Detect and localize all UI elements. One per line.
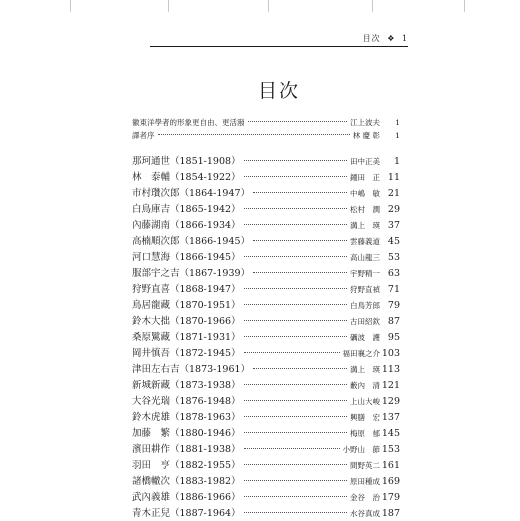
toc-list: [132, 153, 400, 521]
toc-entry-title: 河口慧海（1866-1945）: [132, 252, 241, 263]
toc-entry-title: 林 泰輔（1854-1922）: [132, 172, 241, 183]
toc-entry-page: 179: [381, 492, 400, 503]
dot-leader: [253, 368, 347, 369]
toc-row[interactable]: [132, 361, 400, 377]
toc-entry-author: 間野英二: [350, 461, 380, 470]
toc-row[interactable]: [132, 457, 400, 473]
dot-leader: [253, 240, 347, 241]
dot-leader: [244, 384, 347, 385]
toc-entry-author: 礪波 護: [350, 333, 380, 342]
toc-entry-author: 梅原 郁: [350, 429, 380, 438]
dot-leader: [244, 512, 347, 513]
toc-entry-author: 白鳥芳郎: [350, 301, 380, 310]
toc-row[interactable]: [132, 297, 400, 313]
toc-entry-author: 水谷真成: [350, 509, 380, 518]
toc-entry-author: 原田種成: [350, 477, 380, 486]
toc-entry-title: 譯者序: [132, 131, 155, 140]
dot-leader: [253, 272, 347, 273]
toc-entry-title: 青木正兒（1887-1964）: [132, 508, 241, 519]
toc-row[interactable]: [132, 169, 400, 185]
toc-entry-title: 服部宇之吉（1867-1939）: [132, 268, 251, 279]
toc-row[interactable]: [132, 153, 400, 169]
header-rule: [150, 46, 408, 47]
toc-entry-title: 鳥居龍藏（1870-1951）: [132, 300, 241, 311]
dot-leader: [244, 160, 347, 161]
toc-entry-page: 37: [387, 220, 400, 231]
toc-entry-author: 雲藤義道: [350, 237, 380, 246]
toc-entry-author: 小野山 節: [342, 445, 380, 454]
toc-entry-page: 1: [393, 156, 400, 167]
toc-entry-page: 145: [381, 428, 400, 439]
crop-marks: [0, 0, 520, 14]
toc-entry-author: 松村 潤: [350, 205, 380, 214]
toc-entry-title: 狩野直喜（1868-1947）: [132, 284, 241, 295]
toc-entry-page: 1: [395, 118, 400, 127]
toc-entry-page: 1: [395, 131, 400, 140]
toc-entry-author: 上山大峻: [350, 397, 380, 406]
toc-entry-author: 中嶋 敏: [350, 189, 380, 198]
toc-entry-title: 大谷光瑞（1876-1948）: [132, 396, 241, 407]
dot-leader: [244, 416, 347, 417]
toc-entry-author: 鐘田 正: [350, 173, 380, 182]
toc-row[interactable]: [132, 409, 400, 425]
dot-leader: [244, 496, 347, 497]
toc-entry-page: 45: [387, 236, 400, 247]
toc-entry-page: 63: [387, 268, 400, 279]
toc-row[interactable]: [132, 117, 400, 130]
toc-entry-page: 153: [381, 444, 400, 455]
dot-leader: [244, 336, 347, 337]
toc-row[interactable]: [132, 217, 400, 233]
dot-leader: [244, 224, 347, 225]
toc-entry-title: 徽東洋學者的形象更自由、更活潑: [132, 118, 245, 127]
toc-entry-author: 宇野精一: [350, 269, 380, 278]
toc-row[interactable]: [132, 130, 400, 143]
toc-row[interactable]: [132, 185, 400, 201]
toc-entry-page: 129: [381, 396, 400, 407]
toc-entry-title: 濱田耕作（1881-1938）: [132, 444, 241, 455]
toc-entry-title: 加藤 繁（1880-1946）: [132, 428, 241, 439]
toc-row[interactable]: [132, 473, 400, 489]
running-head-page-number: 1: [401, 34, 408, 43]
page-title: 目次: [257, 80, 300, 102]
dot-leader: [244, 352, 340, 353]
toc-entry-page: 79: [387, 300, 400, 311]
toc-entry-page: 21: [387, 188, 400, 199]
toc-row[interactable]: [132, 393, 400, 409]
toc-entry-author: 福田襄之介: [342, 349, 380, 358]
toc-entry-title: 武內義雄（1886-1966）: [132, 492, 241, 503]
toc-entry-title: 高楠順次郎（1866-1945）: [132, 236, 251, 247]
toc-row[interactable]: [132, 425, 400, 441]
toc-entry-page: 187: [381, 508, 400, 519]
toc-entry-page: 161: [381, 460, 400, 471]
toc-entry-page: 71: [387, 284, 400, 295]
toc-row[interactable]: [132, 345, 400, 361]
toc-entry-page: 113: [381, 364, 400, 375]
dot-leader: [244, 288, 347, 289]
dot-leader: [244, 320, 347, 321]
toc-entry-author: 田中正美: [350, 157, 380, 166]
toc-row[interactable]: [132, 265, 400, 281]
toc-entry-author: 溝上 瑛: [350, 365, 380, 374]
toc-entry-title: 新城新藏（1873-1938）: [132, 380, 241, 391]
dot-leader: [244, 432, 347, 433]
toc-row[interactable]: [132, 505, 400, 521]
toc-entry-author: 興膳 宏: [350, 413, 380, 422]
dot-leader: [244, 464, 347, 465]
dot-leader: [244, 208, 347, 209]
toc-entry-author: 古田紹欽: [350, 317, 380, 326]
toc-row[interactable]: [132, 441, 400, 457]
toc-entry-title: 羽田 亨（1882-1955）: [132, 460, 241, 471]
toc-entry-title: 市村瓚次郎（1864-1947）: [132, 188, 251, 199]
dot-leader: [253, 192, 347, 193]
ornament-icon: ❖: [387, 34, 396, 43]
toc-row[interactable]: [132, 313, 400, 329]
toc-entry-title: 鈴木虎雄（1878-1963）: [132, 412, 241, 423]
toc-entry-page: 137: [381, 412, 400, 423]
toc-row[interactable]: [132, 329, 400, 345]
toc-row[interactable]: [132, 489, 400, 505]
toc-row[interactable]: [132, 233, 400, 249]
dot-leader: [244, 400, 347, 401]
toc-entry-page: 121: [381, 380, 400, 391]
toc-entry-title: 白鳥庫吉（1865-1942）: [132, 204, 241, 215]
toc-entry-author: 江上波夫: [350, 118, 380, 127]
toc-entry-page: 29: [387, 204, 400, 215]
dot-leader: [248, 121, 348, 122]
toc-entry-title: 鈴木大拙（1870-1966）: [132, 316, 241, 327]
toc-row[interactable]: [132, 281, 400, 297]
toc-entry-author: 溝上 瑛: [350, 221, 380, 230]
toc-entry-author: 高山龍三: [350, 253, 380, 262]
front-matter-list: [132, 117, 400, 143]
toc-entry-page: 95: [387, 332, 400, 343]
toc-entry-title: 那珂通世（1851-1908）: [132, 156, 241, 167]
running-head-title: 目次: [362, 34, 381, 43]
toc-row[interactable]: [132, 249, 400, 265]
toc-entry-page: 169: [381, 476, 400, 487]
toc-row[interactable]: [132, 201, 400, 217]
toc-entry-page: 103: [381, 348, 400, 359]
toc-entry-page: 87: [387, 316, 400, 327]
dot-leader: [244, 480, 347, 481]
toc-entry-author: 狩野直禎: [350, 285, 380, 294]
toc-entry-title: 內藤湖南（1866-1934）: [132, 220, 241, 231]
toc-entry-title: 岡井慎吾（1872-1945）: [132, 348, 241, 359]
dot-leader: [244, 256, 347, 257]
toc-entry-title: 桑原騭藏（1871-1931）: [132, 332, 241, 343]
dot-leader: [244, 304, 347, 305]
toc-entry-author: 金谷 治: [350, 493, 380, 502]
toc-entry-author: 藪內 清: [350, 381, 380, 390]
toc-entry-author: 林 慶 彰: [352, 131, 380, 140]
toc-entry-title: 諸橋轍次（1883-1982）: [132, 476, 241, 487]
toc-entry-page: 11: [387, 172, 400, 183]
toc-row[interactable]: [132, 377, 400, 393]
dot-leader: [244, 176, 347, 177]
toc-entry-page: 53: [387, 252, 400, 263]
running-head: [150, 33, 408, 44]
dot-leader: [244, 448, 340, 449]
toc-entry-title: 津田左右吉（1873-1961）: [132, 364, 251, 375]
dot-leader: [158, 134, 350, 135]
